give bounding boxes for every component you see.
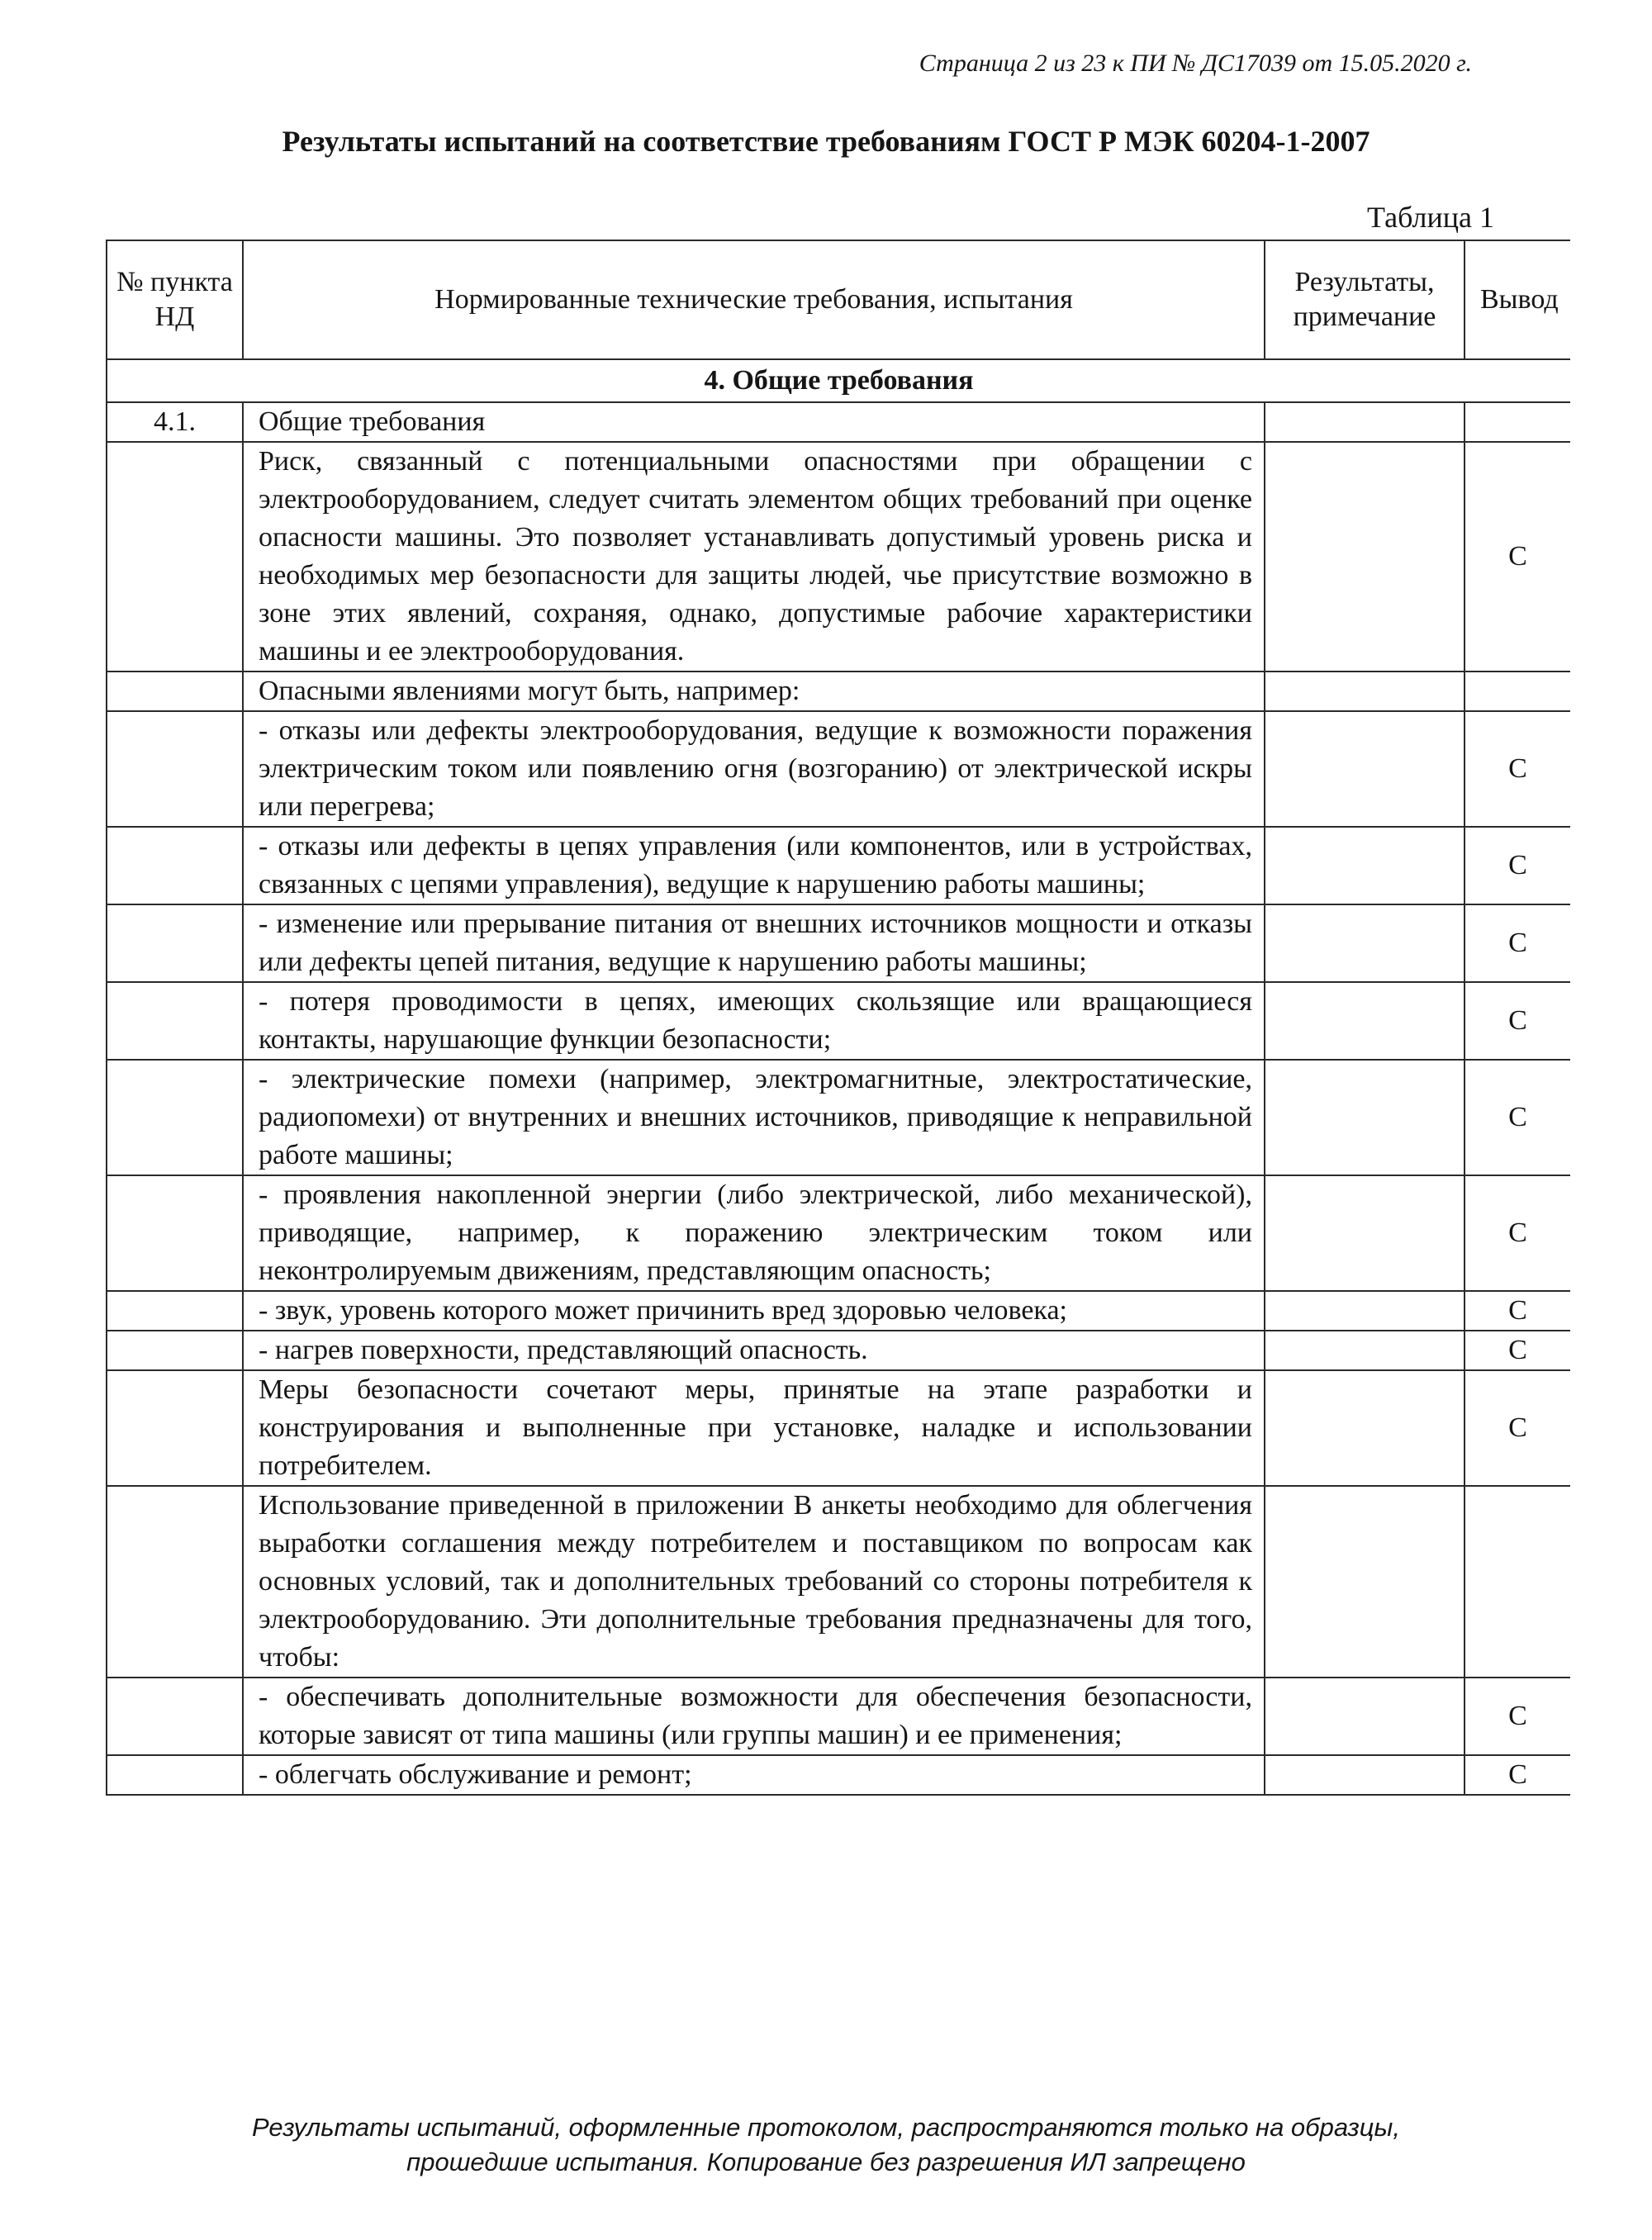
- footer-disclaimer: [0, 2110, 1652, 2180]
- row-conclusion: [1464, 672, 1570, 711]
- row-requirement-text: Опасными явлениями могут быть, например:: [243, 672, 1265, 711]
- table-row: [107, 711, 1570, 827]
- row-number: [107, 711, 243, 827]
- row-result: [1265, 1291, 1464, 1331]
- row-requirement-text: - звук, уровень которого может причинить вред здоровью человека;: [243, 1291, 1265, 1331]
- row-result: [1265, 982, 1464, 1060]
- row-requirement-text: - нагрев поверхности, представляющий опасность.: [243, 1331, 1265, 1370]
- row-conclusion: С: [1464, 1370, 1570, 1486]
- row-result: [1265, 904, 1464, 982]
- table-row: [107, 442, 1570, 672]
- footer-line-2: прошедшие испытания. Копирование без разрешения ИЛ запрещено: [406, 2147, 1246, 2176]
- row-requirement-text: - облегчать обслуживание и ремонт;: [243, 1755, 1265, 1795]
- row-number: [107, 1370, 243, 1486]
- column-header-number: № пункта НД: [107, 240, 243, 359]
- document-title: Результаты испытаний на соответствие требованиям ГОСТ Р МЭК 60204-1-2007: [282, 125, 1370, 158]
- page-reference: Страница 2 из 23 к ПИ № ДС17039 от 15.05.2020 г.: [919, 50, 1472, 77]
- table-row: [107, 1175, 1570, 1291]
- table-row: [107, 1678, 1570, 1755]
- row-number: [107, 1291, 243, 1331]
- column-header-conclusion: Вывод: [1464, 240, 1570, 359]
- row-conclusion: С: [1464, 1060, 1570, 1175]
- row-number: [107, 904, 243, 982]
- row-result: [1265, 1175, 1464, 1291]
- results-table: [106, 240, 1570, 1796]
- row-requirement-text: Риск, связанный с потенциальными опасностями при обращении с электрооборудованием, следует считать элементом общих требований при оценке опасности машины. Это позволяет устанавливать допустимый уровень риска и необходимых мер безопасности для защиты людей, чье присутствие возможно в зоне этих явлений, сохраняя, однако, допустимые рабочие характеристики машины и ее электрооборудования.: [243, 442, 1265, 672]
- row-conclusion: С: [1464, 1175, 1570, 1291]
- row-requirement-text: - отказы или дефекты в цепях управления (или компонентов, или в устройствах, связанных с цепями управления), ведущие к нарушению работы машины;: [243, 827, 1265, 904]
- row-result: [1265, 1678, 1464, 1755]
- row-result: [1265, 1755, 1464, 1795]
- row-result: [1265, 1370, 1464, 1486]
- row-result: [1265, 442, 1464, 672]
- row-number: [107, 1175, 243, 1291]
- table-row: [107, 1755, 1570, 1795]
- row-conclusion: С: [1464, 442, 1570, 672]
- row-result: [1265, 402, 1464, 442]
- row-requirement-text: Меры безопасности сочетают меры, принятые на этапе разработки и конструирования и выполненные при установке, наладке и использовании потребителем.: [243, 1370, 1265, 1486]
- row-requirement-text: - электрические помехи (например, электромагнитные, электростатические, радиопомехи) от внутренних и внешних источников, приводящие к неправильной работе машины;: [243, 1060, 1265, 1175]
- row-conclusion: С: [1464, 1755, 1570, 1795]
- row-requirement-text: - отказы или дефекты электрооборудования, ведущие к возможности поражения электрическим током или появлению огня (возгоранию) от электрической искры или перегрева;: [243, 711, 1265, 827]
- table-row: [107, 672, 1570, 711]
- row-conclusion: С: [1464, 904, 1570, 982]
- row-number: [107, 1755, 243, 1795]
- row-conclusion: С: [1464, 827, 1570, 904]
- section-title: 4. Общие требования: [107, 359, 1570, 402]
- row-result: [1265, 1331, 1464, 1370]
- row-number: [107, 1331, 243, 1370]
- row-result: [1265, 672, 1464, 711]
- row-result: [1265, 1060, 1464, 1175]
- row-requirement-text: - потеря проводимости в цепях, имеющих скользящие или вращающиеся контакты, нарушающие функции безопасности;: [243, 982, 1265, 1060]
- table-row: [107, 827, 1570, 904]
- column-header-requirements: Нормированные технические требования, испытания: [243, 240, 1265, 359]
- table-row: [107, 1486, 1570, 1678]
- row-requirement-text: - проявления накопленной энергии (либо электрической, либо механической), приводящие, например, к поражению электрическим током или неконтролируемым движениям, представляющим опасность;: [243, 1175, 1265, 1291]
- section-row: [107, 359, 1570, 402]
- row-number: [107, 1060, 243, 1175]
- table-row: [107, 1331, 1570, 1370]
- column-header-results: Результаты, примечание: [1265, 240, 1464, 359]
- row-number: [107, 827, 243, 904]
- row-conclusion: [1464, 1486, 1570, 1678]
- table-row: [107, 982, 1570, 1060]
- table-caption: Таблица 1: [1367, 201, 1494, 234]
- row-number: [107, 1678, 243, 1755]
- row-requirement-text: - изменение или прерывание питания от внешних источников мощности и отказы или дефекты цепей питания, ведущие к нарушению работы машины;: [243, 904, 1265, 982]
- table-row: [107, 402, 1570, 442]
- row-requirement-text: - обеспечивать дополнительные возможности для обеспечения безопасности, которые зависят от типа машины (или группы машин) и ее применения;: [243, 1678, 1265, 1755]
- row-conclusion: С: [1464, 1331, 1570, 1370]
- table-row: [107, 1370, 1570, 1486]
- footer-line-1: Результаты испытаний, оформленные протоколом, распространяются только на образцы,: [252, 2113, 1400, 2142]
- row-requirement-text: Использование приведенной в приложении В анкеты необходимо для облегчения выработки соглашения между потребителем и поставщиком по вопросам как основных условий, так и дополнительных требований со стороны потребителя к электрооборудованию. Эти дополнительные требования предназначены для того, чтобы:: [243, 1486, 1265, 1678]
- row-conclusion: [1464, 402, 1570, 442]
- row-number: [107, 1486, 243, 1678]
- row-result: [1265, 827, 1464, 904]
- row-result: [1265, 1486, 1464, 1678]
- row-number: [107, 672, 243, 711]
- row-conclusion: С: [1464, 711, 1570, 827]
- table-row: [107, 904, 1570, 982]
- row-number: 4.1.: [107, 402, 243, 442]
- table-row: [107, 1291, 1570, 1331]
- row-result: [1265, 711, 1464, 827]
- row-conclusion: С: [1464, 982, 1570, 1060]
- row-number: [107, 442, 243, 672]
- table-row: [107, 1060, 1570, 1175]
- table-header-row: [107, 240, 1570, 359]
- row-conclusion: С: [1464, 1291, 1570, 1331]
- row-number: [107, 982, 243, 1060]
- row-requirement-text: Общие требования: [243, 402, 1265, 442]
- row-conclusion: С: [1464, 1678, 1570, 1755]
